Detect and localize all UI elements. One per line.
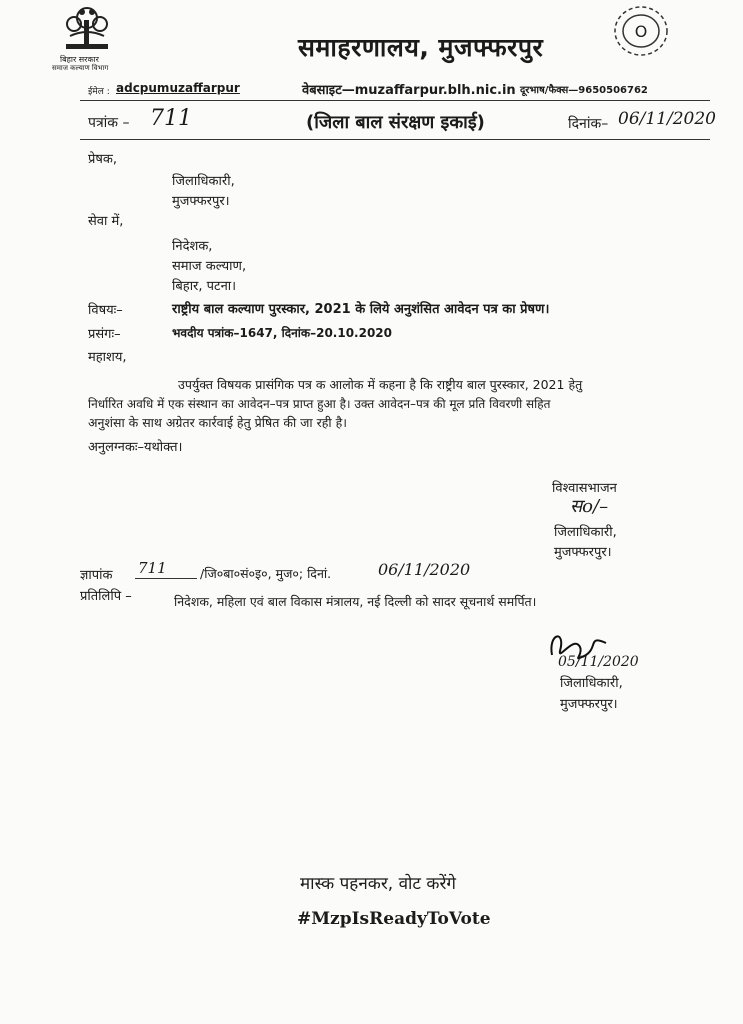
sign-closing: विश्वासभाजन bbox=[552, 481, 617, 496]
patrank-value: 711 bbox=[150, 106, 192, 131]
body-line-3: अनुशंसा के साथ अग्रेतर कार्रवाई हेतु प्रेषित की जा रही है। bbox=[88, 415, 347, 430]
website: वेबसाइट—muzaffarpur.blh.nic.in bbox=[302, 83, 516, 98]
office-seal bbox=[612, 4, 670, 58]
patrank-label: पत्रांक – bbox=[88, 115, 130, 131]
sign-place: मुजफ्फरपुर। bbox=[554, 545, 612, 560]
memo-text: /जि०बा०सं०इ०, मुज०; दिनां. bbox=[200, 566, 332, 581]
from-line-1: जिलाधिकारी, bbox=[172, 174, 235, 189]
enclosure: अनुलग्नकः–यथोक्त। bbox=[88, 440, 183, 455]
logo-caption-1: बिहार सरकार bbox=[60, 55, 99, 64]
date-label: दिनांक– bbox=[568, 116, 609, 132]
to-line-1: निदेशक, bbox=[172, 239, 213, 254]
reference-text: भवदीय पत्रांक–1647, दिनांक–20.10.2020 bbox=[172, 326, 393, 340]
reference-label: प्रसंगः– bbox=[88, 327, 121, 342]
prati-text: निदेशक, महिला एवं बाल विकास मंत्रालय, नई दिल्ली को सादर सूचनार्थ समर्पित। bbox=[174, 594, 537, 609]
memo-blank-line bbox=[135, 578, 197, 579]
phone-fax: दूरभाष/फैक्स—9650506762 bbox=[520, 85, 648, 96]
body-line-1: उपर्युक्त विषयक प्रासंगिक पत्र क आलोक में कहना है कि राष्ट्रीय बाल पुरस्कार, 2021 हेतु bbox=[178, 377, 583, 392]
to-line-2: समाज कल्याण, bbox=[172, 259, 247, 274]
salutation: महाशय, bbox=[88, 350, 127, 365]
memo-label: ज्ञापांक bbox=[80, 568, 113, 583]
copy-sign-title: जिलाधिकारी, bbox=[560, 676, 623, 691]
date-value: 06/11/2020 bbox=[618, 109, 716, 129]
footer-hashtag: #MzpIsReadyToVote bbox=[297, 909, 491, 929]
logo-caption-2: समाज कल्याण विभाग bbox=[52, 64, 109, 72]
prati-label: प्रतिलिपि – bbox=[80, 589, 132, 604]
body-line-2: निर्धारित अवधि में एक संस्थान का आवेदन–पत्र प्राप्त हुआ है। उक्त आवेदन–पत्र की मूल प्रति विवरणी सहित bbox=[88, 397, 551, 411]
email-link[interactable]: adcpumuzaffarpur bbox=[116, 81, 240, 95]
to-line-3: बिहार, पटना। bbox=[172, 279, 237, 294]
to-label: सेवा में, bbox=[88, 214, 124, 229]
subject-text: राष्ट्रीय बाल कल्याण पुरस्कार, 2021 के लिये अनुशंसित आवेदन पत्र का प्रेषण। bbox=[172, 302, 550, 317]
from-line-2: मुजफ्फरपुर। bbox=[172, 194, 230, 209]
memo-date: 06/11/2020 bbox=[378, 560, 471, 579]
unit-name: (जिला बाल संरक्षण इकाई) bbox=[306, 112, 485, 133]
footer-slogan: मास्क पहनकर, वोट करेंगे bbox=[300, 874, 456, 894]
sign-mark: सo/– bbox=[570, 496, 609, 517]
header-rule-bottom bbox=[80, 139, 710, 140]
header-rule-top bbox=[80, 100, 710, 101]
email-label: ईमेल : bbox=[88, 87, 110, 97]
from-label: प्रेषक, bbox=[88, 152, 118, 167]
svg-text:O: O bbox=[634, 22, 648, 41]
subject-label: विषयः– bbox=[88, 303, 123, 318]
office-title: समाहरणालय, मुजफ्फरपुर bbox=[298, 33, 544, 62]
copy-sign-place: मुजफ्फरपुर। bbox=[560, 697, 618, 712]
copy-sign-date: 05/11/2020 bbox=[558, 654, 639, 670]
govt-logo bbox=[52, 6, 122, 54]
memo-value: 711 bbox=[138, 559, 167, 577]
sign-title: जिलाधिकारी, bbox=[554, 525, 617, 540]
